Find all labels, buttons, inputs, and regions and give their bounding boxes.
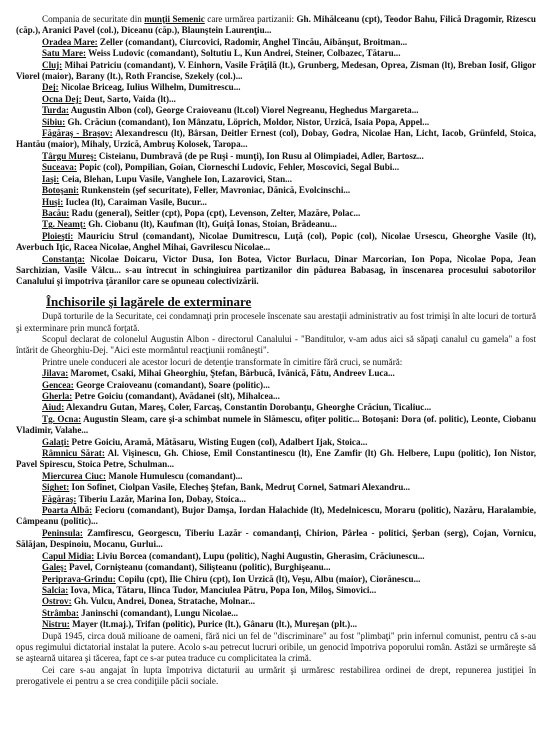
place-name: Peninsula:	[42, 527, 83, 538]
security-location-entry	[16, 117, 536, 128]
staff-names: Pavel, Cornişteanu (comandant), Silişteanu (politic), Burghişeanu...	[66, 562, 331, 573]
staff-names: Petre Goiciu, Aramă, Mătăsaru, Wisting Eugen (col), Adalbert Ijak, Stoica...	[69, 436, 368, 447]
security-location-entry	[16, 60, 536, 83]
prison-location-entry	[16, 562, 536, 573]
staff-names: Nicolae Briceag, Iulius Wilhelm, Dumitrescu...	[58, 82, 241, 93]
place-name: Botoşani:	[42, 185, 79, 196]
document-body	[16, 14, 536, 688]
prison-location-entry	[16, 482, 536, 493]
place-name: Periprava-Grindu:	[42, 573, 116, 584]
staff-names: Ion Sofinet, Ciolpan Vasile, Elecheş Ştefan, Bank, Medruţ Cornel, Satmari Alexandru...	[69, 482, 411, 493]
prison-location-entry	[16, 574, 536, 585]
intro-after: care urmărea partizanii:	[204, 14, 297, 24]
place-name: Jilava:	[42, 368, 69, 379]
security-location-entry	[16, 128, 536, 151]
staff-names: Maromet, Csaki, Mihai Gheorghiu, Ştefan, Bărbucă, Ivănică, Fătu, Andreev Luca...	[68, 368, 395, 379]
security-location-entry	[16, 94, 536, 105]
staff-names: Janinschi (comandant), Lungu Nicolae...	[78, 607, 239, 618]
security-location-entry	[16, 185, 536, 196]
closing-paragraph-2: Cei care s-au angajat în lupta împotriva dictaturii au urmărit şi urmăresc restabilirea ordinei de drept, repunerea justiţiei în prerogativele ei pentru a se crea condiţiile păcii sociale.	[16, 664, 536, 687]
staff-names: Mihai Patriciu (comandant), V. Einhorn, Vasile Frăţilă (lt.), Grunberg, Medesan, Oprea, Zisman (lt), Breban Iosif, Gligor Viorel (maior), Barany (lt.), Roth Francise, Szekely (col.)...	[16, 59, 536, 82]
paragraph-1: După torturile de la Securitate, cei condamnaţi prin procesele înscenate sau arestaţii administrativ au fost trimişi în alte locuri de tortură şi exterminare prin muncă forţată.	[16, 311, 536, 333]
place-name: Ploieşti:	[42, 230, 74, 241]
staff-names: Mauriciu Strul (comandant), Nicolae Dumitrescu, Luţă (col), Popic (col), Nicolae Ursescu, Gheorghe Vasile (lt), Averbuch Iţic, Racea Nicolae, Anghel Mihai, Gavrilescu Nicolae...	[16, 230, 536, 253]
place-name: Iaşi:	[42, 173, 60, 184]
place-name: Râmnicu Sărat:	[42, 448, 105, 459]
place-name: Miercurea Ciuc:	[42, 470, 107, 481]
staff-names: Ceia, Blehan, Lupu Vasile, Vanghele Ion, Lazarovici, Stan...	[59, 173, 292, 184]
prison-location-entry	[16, 585, 536, 596]
security-location-entry	[16, 254, 536, 288]
paragraph-2: Scopul declarat de colonelul Augustin Albon - directorul Canalului - "Banditulor, v-am adus aici să săpaţi canalul cu gamela" a fost întărit de Gheorghiu-Dej. "Aici este mormântul reacţiunii româneşti".	[16, 333, 536, 356]
prison-location-entry	[16, 528, 536, 551]
security-location-entry	[16, 208, 536, 219]
prison-location-entry	[16, 551, 536, 562]
prison-location-entry	[16, 391, 536, 402]
paragraph-3: Printre unele conduceri ale acestor locuri de detenţie transformate în cimitire fără cruci, se numără:	[42, 356, 403, 367]
place-name: Constanţa:	[42, 253, 85, 264]
staff-names: Augustin Sleam, care şi-a schimbat numele în Slămescu, ofiţer politic... Botoşani: Dora (of. politic), Leonte, Ciobanu Vladimir, Valahe...	[16, 413, 536, 436]
staff-names: Cisteianu, Dumbravă (de pe Ruşi - munţi), Ion Rusu al Olimpiadei, Adler, Bartosz...	[96, 150, 424, 161]
place-name: Ostrov:	[42, 596, 72, 607]
place-name: Dej:	[42, 82, 59, 93]
staff-names: Copilu (cpt), Ilie Chiru (cpt), Ion Urzică (lt), Veşu, Albu (maior), Ciorănescu...	[115, 573, 421, 584]
prison-location-entry	[16, 380, 536, 391]
place-name: Salcia:	[42, 584, 69, 595]
prison-location-entry	[16, 402, 536, 413]
staff-names: George Craioveanu (comandant), Soare (politic)...	[73, 379, 270, 390]
place-name: Capul Midia:	[42, 550, 95, 561]
prison-location-entry	[16, 494, 536, 505]
intro-lead: Compania de securitate din	[42, 14, 145, 24]
place-name: Satu Mare:	[42, 48, 87, 59]
prison-location-entry	[16, 596, 536, 607]
place-name: Bacău:	[42, 207, 70, 218]
staff-names: Zeller (comandant), Ciurcovici, Radomir, Anghel Tincău, Aibănşut, Broitman...	[97, 36, 408, 47]
place-name: Galeş:	[42, 562, 67, 573]
staff-names: Runkenstein (şef securitate), Feller, Mavroniac, Dănică, Evolcinschi...	[78, 185, 351, 196]
place-name: Cluj:	[42, 59, 63, 70]
prison-location-entry	[16, 505, 536, 528]
staff-names: Petre Goiciu (comandant), Avădanei (slt), Mihalcea...	[72, 391, 280, 401]
staff-names: Iuclea (lt), Caraiman Vasile, Bucur...	[63, 196, 207, 207]
place-name: Strâmba:	[42, 607, 79, 618]
staff-names: Iova, Mica, Tătaru, Ilinca Tudor, Manciulea Pătru, Popa Ion, Miloş, Simovici...	[68, 584, 377, 595]
closing-paragraph-1: După 1945, circa două milioane de oameni, fără nici un fel de "discriminare" au fost "plimbaţi" prin infernul comunist, pentru că s-au opus regimului dictatorial instalat la putere. Acolo s-au petrecut lucruri oribile, un genocid împotriva poporului român. Astăzi se urmăreşte să se aştearnă uitarea şi tăcerea, fapt ce s-ar putea traduce cu complicitatea la crimă.	[16, 630, 536, 664]
staff-names: Fecioru (comandant), Bujor Damşa, Iordan Halachide (lt), Medelnicescu, Moraru (politic), Nazăru, Haralambie, Câmpeanu (politic)...	[16, 505, 536, 527]
security-location-entry	[16, 151, 536, 162]
staff-names: Radu (general), Seitler (cpt), Popa (cpt), Levenson, Zelter, Mazăre, Polac...	[69, 207, 361, 218]
place-name: Poarta Albă:	[42, 505, 93, 516]
intro-names: Gh. Mihălceanu (cpt), Teodor Bahu, Filică Dragomir, Rizescu (căp.), Aranici Pavel (col.), Diceanu (căp.), Blaunştein Laurenţiu...	[16, 14, 536, 36]
security-location-entry	[16, 197, 536, 208]
prison-location-entry	[16, 437, 536, 448]
staff-names: Zamfirescu, Georgescu, Tiberiu Lazăr - comandanţi, Chirion, Pârlea - politici, Şerban (serg), Cojan, Vornicu, Sălăjan, Despinoiu, Mocanu, Gurlui...	[16, 527, 536, 550]
place-name: Târgu Mureş:	[42, 150, 97, 161]
prison-location-entry	[16, 368, 536, 379]
security-location-entry	[16, 37, 536, 48]
place-name: Sighet:	[42, 482, 70, 493]
staff-names: Gh. Vulcu, Andrei, Donea, Stratache, Molnar...	[71, 596, 256, 607]
security-location-entry	[16, 48, 536, 59]
security-location-entry	[16, 162, 536, 173]
prison-staff-list	[16, 368, 536, 630]
place-name: Făgăraş - Braşov:	[42, 128, 113, 139]
security-location-entry	[16, 231, 536, 254]
staff-names: Mayer (lt.maj.), Trifan (politic), Purice (lt.), Gânaru (lt.), Mureşan (plt.)...	[69, 619, 358, 630]
prison-location-entry	[16, 608, 536, 619]
staff-names: Alexandru Gutan, Mareş, Coler, Farcaş, Constantin Dorobanţu, Gheorghe Crăciun, Ticaliuc...	[64, 402, 432, 413]
security-location-entry	[16, 105, 536, 116]
prison-location-entry	[16, 414, 536, 437]
prison-location-entry	[16, 471, 536, 482]
place-name: Tg. Ocna:	[42, 413, 82, 424]
intro-paragraph	[16, 14, 536, 37]
staff-names: Alexandrescu (lt), Bârsan, Deitler Ernest (col), Dobay, Godra, Nicolae Han, Licht, Iacob, Grünfeld, Stoica, Hantău (maior), Mihaly, Urzică, Ambruş Kolosek, Taropa...	[16, 128, 536, 150]
place-name: Gencea:	[42, 379, 74, 390]
place-name: Gherla:	[42, 391, 73, 401]
place-name: Suceava:	[42, 162, 77, 173]
staff-names: Manole Humulescu (comandant)...	[106, 470, 243, 481]
staff-names: Popic (col), Pompilian, Goian, Ciorneschi Ludovic, Fehler, Moscovici, Segal Bubi...	[76, 162, 400, 173]
section-heading: Închisorile şi lagărele de exterminare	[46, 293, 252, 309]
staff-names: Deut, Sarto, Vaida (lt)...	[81, 93, 176, 104]
place-name: Oradea Mare:	[42, 36, 98, 47]
place-name: Tg. Neamţ:	[42, 219, 86, 230]
security-staff-list	[16, 37, 536, 288]
place-name: Făgăraş:	[42, 493, 77, 504]
place-name: Aiud:	[42, 402, 65, 413]
place-name: Galaţi:	[42, 436, 70, 447]
place-name: Turda:	[42, 105, 69, 116]
staff-names: Al. Vişinescu, Gh. Chiose, Emil Constantinescu (lt), Ene Zamfir (lt) Gh. Helbere, Lupu (politic), Ion Nistor, Pavel Spirescu, Stoica Petre, Schulman...	[16, 448, 536, 470]
place-name: Sibiu:	[42, 116, 66, 127]
security-location-entry	[16, 82, 536, 93]
intro-place: munţii Semenic	[144, 14, 205, 24]
staff-names: Gh. Ciobanu (lt), Kaufman (lt), Guiţă Ionas, Stoian, Brădeanu...	[85, 219, 337, 230]
prison-location-entry	[16, 619, 536, 630]
security-location-entry	[16, 174, 536, 185]
security-location-entry	[16, 219, 536, 230]
staff-names: Gh. Crăciun (comandant), Ion Mânzatu, Löprich, Moldor, Nistor, Urzică, Isaia Popa, Appel...	[65, 116, 430, 127]
staff-names: Nicolae Doicaru, Victor Dusa, Ion Botea, Victor Burlacu, Dinar Marcorian, Ion Popa, Nicolae Popa, Jean Sarchizian, Vasile Vâlcu... s-au întrecut în schingiuirea partizanilor din pădurea Babasag, în înscenarea procesului sabotorilor Canalului şi împotriva ţăranilor care se opuneau colectivizării.	[16, 253, 536, 287]
prison-location-entry	[16, 448, 536, 471]
staff-names: Weiss Ludovic (comandant), Soltutiu L, Kun Andrei, Steiner, Colbazec, Tătaru...	[86, 48, 401, 59]
staff-names: Augustin Albon (col), George Craioveanu (lt.col) Viorel Negreanu, Heghedus Margareta...	[68, 105, 419, 116]
place-name: Nistru:	[42, 619, 70, 630]
place-name: Huşi:	[42, 196, 64, 207]
staff-names: Tiberiu Lazăr, Marina Ion, Dobay, Stoica...	[76, 493, 246, 504]
staff-names: Liviu Borcea (comandant), Lupu (politic), Naghi Augustin, Gherasim, Crăciunescu...	[94, 550, 425, 561]
place-name: Ocna Dej:	[42, 93, 82, 104]
